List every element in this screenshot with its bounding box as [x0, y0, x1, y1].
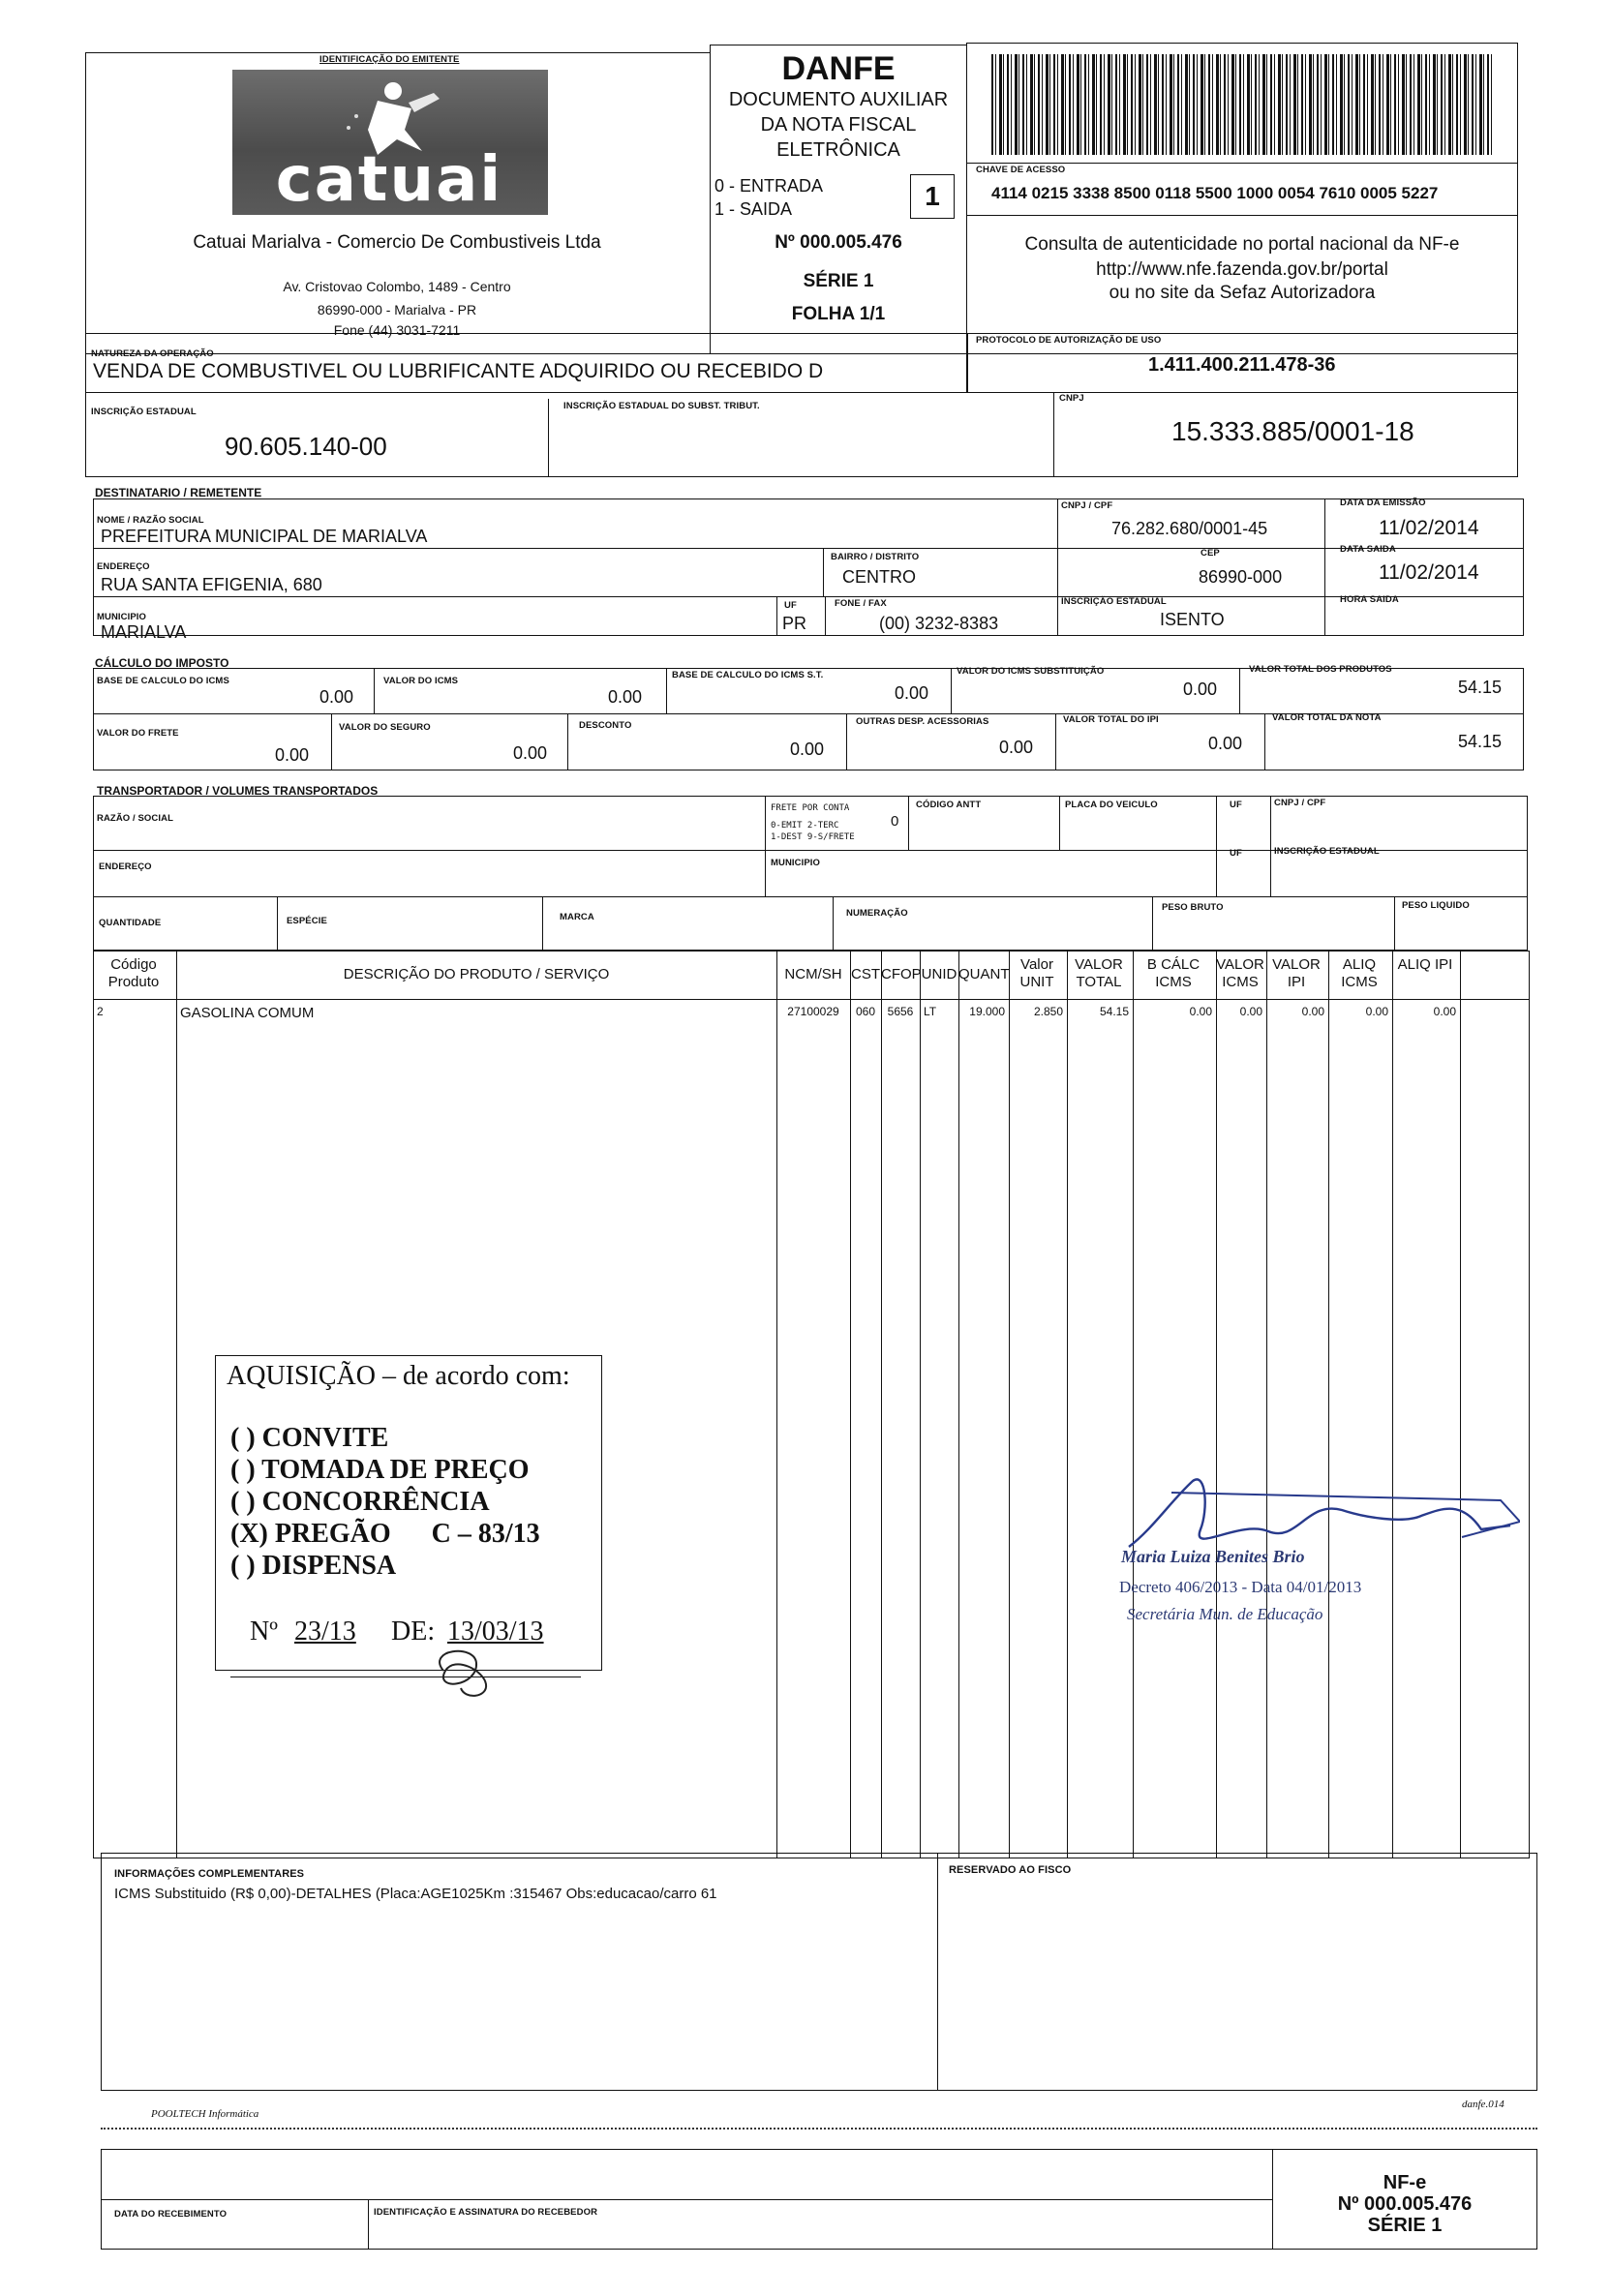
produtos-header-cell: CFOP — [881, 966, 922, 982]
trans-c-esp — [277, 896, 278, 951]
produtos-header-cell: VALOR IPI — [1272, 956, 1321, 990]
produtos-header-cell: ALIQ IPI — [1397, 956, 1453, 973]
trans-razao-label: RAZÃO / SOCIAL — [97, 813, 173, 824]
emitente-section-label: IDENTIFICAÇÃO DO EMITENTE — [319, 54, 460, 65]
trans-endereco-label: ENDEREÇO — [99, 861, 152, 872]
chave-value: 4114 0215 3338 8500 0118 5500 1000 0054 7610 0005 5227 — [991, 184, 1439, 202]
canhoto-numero: Nº 000.005.476 — [1337, 2193, 1473, 2215]
emitente-phone: Fone (44) 3031-7211 — [333, 322, 461, 338]
transporte-section: TRANSPORTADOR / VOLUMES TRANSPORTADOS — [97, 784, 379, 798]
stamp-opt-5: ( ) DISPENSA — [230, 1551, 397, 1581]
produto-cell: 0.00 — [1189, 1005, 1212, 1018]
imp-d4 — [1055, 713, 1056, 770]
dest-saida: 11/02/2014 — [1379, 561, 1479, 584]
dest-cep: 86990-000 — [1199, 567, 1283, 587]
trans-ie-label: INSCRIÇÃO ESTADUAL — [1274, 846, 1380, 857]
produto-cell: LT — [924, 1005, 937, 1018]
ie-value: 90.605.140-00 — [225, 432, 387, 461]
produtos-header-cell: ALIQ ICMS — [1341, 956, 1378, 990]
trans-frete-2: 0-EMIT 2-TERC — [771, 821, 839, 831]
protocolo-value: 1.411.400.211.478-36 — [1148, 354, 1336, 376]
dest-cep-label: CEP — [1201, 548, 1220, 559]
fisco-label: RESERVADO AO FISCO — [949, 1864, 1072, 1876]
v-prod: 54.15 — [1458, 678, 1503, 697]
stamp-opt-4: (X) PREGÃO C – 83/13 — [230, 1519, 540, 1549]
trans-cnpj-label: CNPJ / CPF — [1274, 798, 1326, 808]
danfe-saida: 1 - SAIDA — [714, 199, 793, 219]
seguro-label: VALOR DO SEGURO — [339, 722, 431, 733]
trans-c-antt — [908, 796, 909, 850]
produtos-col-divider — [1009, 951, 1010, 1858]
trans-c-placa — [1059, 796, 1060, 850]
dest-row-2 — [93, 596, 1524, 597]
cnpj-value: 15.333.885/0001-18 — [1171, 416, 1414, 446]
trans-frete-val: 0 — [891, 813, 899, 830]
outras-label: OUTRAS DESP. ACESSORIAS — [856, 716, 989, 727]
produtos-col-divider — [920, 951, 921, 1858]
trans-bruto-label: PESO BRUTO — [1162, 902, 1224, 913]
emitente-name: Catuai Marialva - Comercio De Combustiveis Ltda — [193, 232, 601, 253]
imp-d5 — [1264, 713, 1265, 770]
stamp-data: 13/03/13 — [447, 1616, 544, 1646]
dest-col-cnpj — [1057, 498, 1058, 636]
ipi-label: VALOR TOTAL DO IPI — [1063, 714, 1159, 725]
trans-uf-label: UF — [1230, 800, 1242, 810]
produto-cell: 27100029 — [787, 1005, 839, 1018]
produtos-header-cell: Valor UNIT — [1019, 956, 1054, 990]
produtos-col-divider — [881, 951, 882, 1858]
v-st: 0.00 — [1183, 680, 1218, 699]
imp-d2 — [567, 713, 568, 770]
chave-divider-2 — [966, 215, 1518, 216]
cut-line — [101, 2128, 1537, 2130]
produtos-header-cell: Código Produto — [107, 956, 160, 990]
canhoto-data-label: DATA DO RECEBIMENTO — [114, 2209, 228, 2220]
imp-c2 — [666, 668, 667, 713]
dest-municipio: MARIALVA — [101, 622, 187, 642]
dest-row-1 — [93, 548, 1524, 549]
danfe-subtitle-1: DOCUMENTO AUXILIAR — [728, 89, 949, 110]
seguro: 0.00 — [513, 743, 548, 763]
danfe-entrada: 0 - ENTRADA — [714, 176, 824, 196]
produtos-header-divider — [93, 999, 1530, 1000]
nota-label: VALOR TOTAL DA NOTA — [1272, 712, 1382, 723]
produtos-col-divider — [1133, 951, 1134, 1858]
produtos-header-cell: B CÁLC ICMS — [1146, 956, 1201, 990]
dest-col-date — [1324, 498, 1325, 636]
produtos-col-divider — [1328, 951, 1329, 1858]
dest-ie: ISENTO — [1160, 610, 1225, 629]
transporte-box — [93, 796, 1528, 951]
natureza-label: NATUREZA DA OPERAÇÃO — [91, 348, 214, 359]
produtos-header-cell: QUANT — [958, 966, 1010, 982]
produto-cell: 060 — [855, 1005, 876, 1018]
imposto-section: CÁLCULO DO IMPOSTO — [95, 656, 229, 670]
frete: 0.00 — [275, 745, 310, 765]
produtos-col-divider — [958, 951, 959, 1858]
dest-municipio-label: MUNICIPIO — [97, 612, 147, 622]
canhoto-col-1 — [368, 2199, 369, 2250]
danfe-serie: SÉRIE 1 — [803, 271, 874, 291]
frete-label: VALOR DO FRETE — [97, 728, 179, 739]
danfe-numero: Nº 000.005.476 — [775, 232, 902, 253]
signature-stamp-line-2: Decreto 406/2013 - Data 04/01/2013 — [1119, 1578, 1362, 1596]
dest-fone-label: FONE / FAX — [835, 598, 887, 609]
dest-cnpj-label: CNPJ / CPF — [1061, 500, 1113, 511]
canhoto-ident-label: IDENTIFICAÇÃO E ASSINATURA DO RECEBEDOR — [374, 2207, 598, 2218]
v-prod-label: VALOR TOTAL DOS PRODUTOS — [1249, 664, 1392, 675]
stamp-opt-3: ( ) CONCORRÊNCIA — [230, 1487, 490, 1517]
v-icms: 0.00 — [608, 687, 643, 707]
imp-d3 — [846, 713, 847, 770]
chave-label: CHAVE DE ACESSO — [976, 165, 1066, 175]
canhoto-serie: SÉRIE 1 — [1367, 2215, 1443, 2236]
stamp-numero-prefix: Nº — [250, 1616, 278, 1646]
imp-d1 — [331, 713, 332, 770]
ie-divider — [548, 399, 549, 477]
produtos-header-cell: VALOR TOTAL — [1075, 956, 1123, 990]
produto-cell: 0.00 — [1433, 1005, 1456, 1018]
company-logo-text: catuai — [275, 144, 503, 216]
produtos-col-divider — [776, 951, 777, 1858]
v-icms-label: VALOR DO ICMS — [383, 676, 459, 686]
dest-endereco-label: ENDEREÇO — [97, 561, 150, 572]
produtos-header-cell: UNID — [921, 966, 957, 982]
produto-cell: 0.00 — [1365, 1005, 1388, 1018]
trans-municipio-label: MUNICIPIO — [771, 858, 821, 868]
canhoto-nfe: NF-e — [1383, 2172, 1427, 2193]
produto-descricao: GASOLINA COMUM — [180, 1005, 315, 1021]
imp-c1 — [374, 668, 375, 713]
trans-placa-label: PLACA DO VEICULO — [1065, 800, 1158, 810]
trans-c-liq — [1394, 896, 1395, 951]
dest-bairro: CENTRO — [842, 567, 916, 587]
footer-software: POOLTECH Informática — [151, 2108, 259, 2120]
dest-nome: PREFEITURA MUNICIPAL DE MARIALVA — [101, 527, 428, 546]
consulta-line-3: ou no site da Sefaz Autorizadora — [1109, 283, 1376, 303]
dest-cnpj: 76.282.680/0001-45 — [1111, 519, 1268, 538]
trans-frete-1: FRETE POR CONTA — [771, 803, 850, 813]
trans-uf2-label: UF — [1230, 848, 1242, 859]
trans-c-num — [833, 896, 834, 951]
complementares-text: ICMS Substituido (R$ 0,00)-DETALHES (Placa:AGE1025Km :315467 Obs:educacao/carro 61 — [114, 1886, 717, 1902]
produto-cell: 0.00 — [1301, 1005, 1324, 1018]
trans-frete-3: 1-DEST 9-S/FRETE — [771, 832, 855, 842]
danfe-folha: FOLHA 1/1 — [791, 304, 886, 324]
produtos-header-cell: CST — [851, 966, 880, 982]
imp-c4 — [1239, 668, 1240, 713]
trans-c-marca — [542, 896, 543, 951]
trans-row-2 — [93, 896, 1528, 897]
stamp-opt-1: ( ) CONVITE — [230, 1423, 389, 1453]
dest-uf-label: UF — [784, 600, 797, 611]
bc-st: 0.00 — [895, 683, 929, 703]
trans-marca-label: MARCA — [560, 912, 594, 922]
produtos-col-divider — [1266, 951, 1267, 1858]
consulta-line-1: Consulta de autenticidade no portal nacional da NF-e — [1024, 234, 1460, 255]
danfe-title: DANFE — [781, 50, 896, 87]
company-logo — [232, 70, 548, 215]
produto-cell: 2 — [97, 1005, 104, 1018]
dest-nome-label: NOME / RAZÃO SOCIAL — [97, 515, 204, 526]
destinatario-box — [93, 498, 1524, 636]
dest-emissao-label: DATA DA EMISSÃO — [1340, 498, 1426, 508]
trans-liquido-label: PESO LIQUIDO — [1402, 900, 1470, 911]
dest-col-bairro — [823, 548, 824, 596]
stamp-title: AQUISIÇÃO – de acordo com: — [227, 1361, 570, 1391]
produtos-col-divider — [850, 951, 851, 1858]
produtos-col-divider — [176, 951, 177, 1858]
complementares-divider — [937, 1853, 938, 2091]
dest-endereco: RUA SANTA EFIGENIA, 680 — [101, 575, 322, 594]
produto-cell: 2.850 — [1033, 1005, 1063, 1018]
danfe-tipo-box: 1 — [910, 174, 955, 219]
produtos-col-divider — [1067, 951, 1068, 1858]
dest-col-fone — [825, 596, 826, 636]
complementares-label: INFORMAÇÕES COMPLEMENTARES — [114, 1868, 305, 1880]
danfe-subtitle-2: DA NOTA FISCAL — [760, 114, 917, 136]
produtos-header-cell: NCM/SH — [784, 966, 842, 982]
signature-stamp-line-1: Maria Luiza Benites Brio — [1121, 1547, 1305, 1566]
produtos-header-cell: VALOR ICMS — [1216, 956, 1264, 990]
produtos-col-divider — [1216, 951, 1217, 1858]
stamp-numero: 23/13 — [294, 1616, 356, 1646]
barcode — [991, 54, 1495, 155]
trans-c-bruto — [1152, 896, 1153, 951]
dest-hora-label: HORA SAIDA — [1340, 594, 1399, 605]
stamp-initials-signature — [416, 1642, 513, 1709]
ie-label: INSCRIÇÃO ESTADUAL — [91, 407, 197, 417]
stamp-de-prefix: DE: — [391, 1616, 436, 1646]
trans-c-cnpj — [1270, 796, 1271, 896]
dest-fone: (00) 3232-8383 — [879, 614, 999, 633]
produtos-col-divider — [1460, 951, 1461, 1858]
v-st-label: VALOR DO ICMS SUBSTITUIÇÃO — [957, 666, 1105, 677]
dest-emissao: 11/02/2014 — [1379, 517, 1479, 539]
ie-st-label: INSCRIÇÃO ESTADUAL DO SUBST. TRIBUT. — [563, 401, 760, 411]
desconto: 0.00 — [790, 740, 825, 759]
cnpj-divider — [1053, 392, 1054, 477]
produto-cell: 54.15 — [1099, 1005, 1129, 1018]
dest-saida-label: DATA SAIDA — [1340, 544, 1396, 555]
trans-especie-label: ESPÉCIE — [287, 916, 327, 926]
produtos-col-divider — [1392, 951, 1393, 1858]
emitente-city: 86990-000 - Marialva - PR — [317, 302, 477, 317]
produtos-header-cell: DESCRIÇÃO DO PRODUTO / SERVIÇO — [343, 966, 610, 982]
nota: 54.15 — [1458, 732, 1503, 751]
chave-divider — [966, 163, 1518, 164]
bc-st-label: BASE DE CALCULO DO ICMS S.T. — [672, 670, 824, 680]
trans-c-uf — [1216, 796, 1217, 896]
danfe-subtitle-3: ELETRÔNICA — [776, 139, 900, 161]
imp-c3 — [951, 668, 952, 713]
destinatario-section: DESTINATARIO / REMETENTE — [95, 486, 262, 499]
dest-bairro-label: BAIRRO / DISTRITO — [831, 552, 920, 562]
bc-icms: 0.00 — [319, 687, 354, 707]
natureza-value: VENDA DE COMBUSTIVEL OU LUBRIFICANTE ADQUIRIDO OU RECEBIDO D — [93, 360, 824, 382]
outras: 0.00 — [999, 738, 1034, 757]
bc-icms-label: BASE DE CALCULO DO ICMS — [97, 676, 229, 686]
trans-antt-label: CÓDIGO ANTT — [916, 800, 982, 810]
consulta-line-2: http://www.nfe.fazenda.gov.br/portal — [1096, 259, 1388, 280]
ipi: 0.00 — [1208, 734, 1243, 753]
produto-cell: 5656 — [887, 1005, 914, 1018]
trans-c-frete — [765, 796, 766, 896]
dest-ie-label: INSCRIÇÃO ESTADUAL — [1061, 596, 1167, 607]
dest-uf: PR — [782, 614, 807, 633]
stamp-opt-2: ( ) TOMADA DE PREÇO — [230, 1455, 530, 1485]
produto-cell: 19.000 — [969, 1005, 1005, 1018]
produto-cell: 0.00 — [1239, 1005, 1262, 1018]
canhoto-divider — [101, 2199, 1272, 2200]
signature-stamp-line-3: Secretária Mun. de Educação — [1127, 1605, 1323, 1623]
desconto-label: DESCONTO — [579, 720, 632, 731]
cnpj-label: CNPJ — [1059, 393, 1084, 404]
trans-numeracao-label: NUMERAÇÃO — [846, 908, 908, 919]
protocolo-label: PROTOCOLO DE AUTORIZAÇÃO DE USO — [976, 335, 1162, 346]
dest-col-uf — [776, 596, 777, 636]
emitente-address: Av. Cristovao Colombo, 1489 - Centro — [283, 279, 511, 294]
footer-code: danfe.014 — [1462, 2099, 1505, 2110]
trans-qtd-label: QUANTIDADE — [99, 918, 162, 928]
